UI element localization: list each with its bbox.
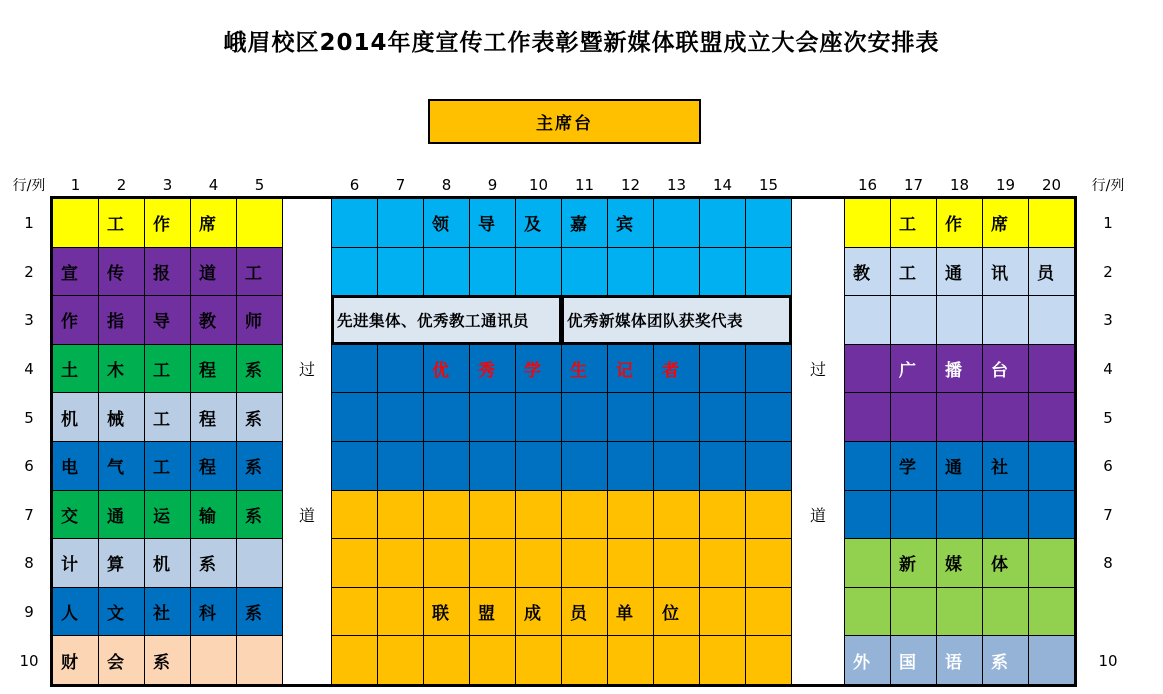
seat-cell[interactable]: 交 — [53, 491, 98, 539]
seat-cell[interactable] — [983, 491, 1028, 539]
seat-cell[interactable]: 人 — [53, 588, 98, 636]
seat-cell[interactable] — [424, 393, 469, 441]
seat-cell[interactable]: 播 — [937, 345, 982, 393]
column-header: 6 — [349, 176, 360, 194]
seat-cell[interactable]: 道 — [191, 248, 236, 296]
seat-cell[interactable]: 及 — [516, 199, 561, 247]
seat-cell[interactable]: 系 — [191, 539, 236, 587]
row-header: 5 — [1103, 408, 1113, 427]
seat-cell[interactable]: 记 — [608, 345, 653, 393]
seat-cell[interactable]: 联 — [424, 588, 469, 636]
seat-cell[interactable]: 木 — [99, 345, 144, 393]
seat-cell[interactable] — [891, 393, 936, 441]
seat-cell[interactable]: 械 — [99, 393, 144, 441]
seat-cell[interactable]: 指 — [99, 296, 144, 344]
seat-cell[interactable] — [378, 248, 423, 296]
column-header: 7 — [395, 176, 406, 194]
column-header: 11 — [574, 176, 595, 194]
seat-cell[interactable] — [845, 345, 890, 393]
seat-cell[interactable]: 语 — [937, 636, 982, 684]
seat-cell[interactable] — [378, 588, 423, 636]
seat-cell[interactable]: 教 — [845, 248, 890, 296]
row-header: 6 — [24, 457, 34, 476]
seat-cell[interactable]: 系 — [237, 393, 282, 441]
seat-cell[interactable]: 工 — [99, 199, 144, 247]
seat-cell[interactable] — [891, 491, 936, 539]
seat-cell[interactable]: 外 — [845, 636, 890, 684]
seat-cell[interactable]: 优 — [424, 345, 469, 393]
row-labels-left — [8, 174, 50, 687]
seat-cell[interactable] — [237, 539, 282, 587]
seat-cell[interactable] — [470, 393, 515, 441]
row-header: 2 — [24, 262, 34, 281]
corner-label-right: 行/列 — [1091, 178, 1125, 194]
seat-cell[interactable] — [470, 636, 515, 684]
seat-cell[interactable] — [332, 248, 377, 296]
seat-cell[interactable]: 员 — [1029, 248, 1074, 296]
seat-cell[interactable] — [654, 539, 699, 587]
row-header: 8 — [1103, 554, 1113, 573]
seat-cell[interactable] — [700, 491, 745, 539]
column-header: 10 — [528, 176, 549, 194]
seat-cell[interactable]: 通 — [937, 442, 982, 490]
seat-cell[interactable]: 程 — [191, 393, 236, 441]
row-header: 2 — [1103, 262, 1113, 281]
seat-cell[interactable]: 讯 — [983, 248, 1028, 296]
seat-cell[interactable] — [891, 588, 936, 636]
seat-cell[interactable] — [378, 393, 423, 441]
seat-cell[interactable]: 席 — [983, 199, 1028, 247]
seat-cell[interactable]: 文 — [99, 588, 144, 636]
seat-grid — [50, 196, 1077, 687]
seat-cell[interactable] — [516, 248, 561, 296]
seat-cell[interactable] — [983, 393, 1028, 441]
row-header: 9 — [24, 603, 34, 622]
seat-cell[interactable] — [378, 539, 423, 587]
seat-cell[interactable]: 通 — [99, 491, 144, 539]
seat-cell[interactable] — [378, 442, 423, 490]
seat-cell[interactable] — [608, 248, 653, 296]
seat-cell[interactable]: 国 — [891, 636, 936, 684]
column-header: 20 — [1041, 176, 1062, 194]
seat-cell[interactable] — [424, 636, 469, 684]
seat-cell[interactable] — [845, 393, 890, 441]
column-header: 18 — [949, 176, 970, 194]
seat-cell[interactable] — [562, 393, 607, 441]
award-merged-cell[interactable]: 先进集体、优秀教工通讯员 — [332, 296, 561, 344]
seat-cell[interactable] — [700, 636, 745, 684]
seat-cell[interactable] — [1029, 199, 1074, 247]
seat-cell[interactable]: 工 — [145, 442, 190, 490]
seat-cell[interactable] — [562, 539, 607, 587]
seat-cell[interactable] — [424, 442, 469, 490]
row-header — [1077, 588, 1139, 637]
seat-cell[interactable]: 作 — [53, 296, 98, 344]
seat-cell[interactable] — [378, 199, 423, 247]
seat-cell[interactable] — [516, 539, 561, 587]
row-header: 3 — [1103, 311, 1113, 330]
column-header: 1 — [70, 176, 81, 194]
seat-cell[interactable] — [562, 248, 607, 296]
aisle-right — [792, 199, 844, 684]
row-header: 5 — [24, 408, 34, 427]
page-title: 峨眉校区2014年度宣传工作表彰暨新媒体联盟成立大会座次安排表 — [223, 30, 940, 56]
seat-cell[interactable]: 导 — [145, 296, 190, 344]
seat-cell[interactable] — [378, 345, 423, 393]
seat-cell[interactable] — [700, 442, 745, 490]
seat-cell[interactable] — [516, 491, 561, 539]
seat-cell[interactable]: 单 — [608, 588, 653, 636]
seat-cell[interactable] — [608, 491, 653, 539]
seat-cell[interactable] — [654, 636, 699, 684]
column-header-row — [50, 174, 1077, 196]
seat-cell[interactable]: 工 — [237, 248, 282, 296]
seat-cell[interactable]: 位 — [654, 588, 699, 636]
column-header: 2 — [116, 176, 127, 194]
seat-cell[interactable]: 机 — [53, 393, 98, 441]
seat-cell[interactable] — [746, 491, 791, 539]
column-header: 15 — [758, 176, 779, 194]
seat-cell[interactable]: 员 — [562, 588, 607, 636]
seat-cell[interactable] — [378, 636, 423, 684]
row-header: 1 — [1103, 214, 1113, 233]
seat-cell[interactable]: 电 — [53, 442, 98, 490]
row-header: 10 — [1098, 651, 1118, 670]
seat-cell[interactable] — [845, 588, 890, 636]
column-header: 13 — [666, 176, 687, 194]
column-header: 19 — [995, 176, 1016, 194]
corner-label-left: 行/列 — [12, 178, 46, 194]
seat-cell[interactable] — [1029, 393, 1074, 441]
seat-cell[interactable]: 新 — [891, 539, 936, 587]
seat-cell[interactable]: 系 — [145, 636, 190, 684]
seat-cell[interactable] — [332, 636, 377, 684]
seat-cell[interactable] — [700, 199, 745, 247]
seat-cell[interactable]: 宣 — [53, 248, 98, 296]
seat-cell[interactable]: 运 — [145, 491, 190, 539]
seat-cell[interactable] — [470, 539, 515, 587]
row-header: 4 — [24, 360, 34, 379]
seat-cell[interactable] — [1029, 296, 1074, 344]
seat-cell[interactable]: 作 — [145, 199, 190, 247]
seat-cell[interactable]: 系 — [237, 442, 282, 490]
seat-cell[interactable]: 工 — [145, 345, 190, 393]
seat-cell[interactable] — [937, 393, 982, 441]
seat-cell[interactable] — [608, 442, 653, 490]
row-labels-right — [1077, 174, 1139, 687]
row-header: 8 — [24, 554, 34, 573]
seat-cell[interactable]: 传 — [99, 248, 144, 296]
column-header: 3 — [162, 176, 173, 194]
seat-cell[interactable] — [845, 442, 890, 490]
seat-cell[interactable] — [608, 393, 653, 441]
seat-cell[interactable]: 工 — [891, 248, 936, 296]
seat-cell[interactable] — [332, 442, 377, 490]
seat-cell[interactable] — [378, 491, 423, 539]
seat-cell[interactable] — [700, 588, 745, 636]
row-header: 6 — [1103, 457, 1113, 476]
seat-cell[interactable]: 社 — [145, 588, 190, 636]
seat-cell[interactable]: 机 — [145, 539, 190, 587]
seat-cell[interactable]: 体 — [983, 539, 1028, 587]
seat-cell[interactable]: 工 — [145, 393, 190, 441]
seat-cell[interactable]: 宾 — [608, 199, 653, 247]
row-header: 3 — [24, 311, 34, 330]
award-merged-cell[interactable]: 优秀新媒体团队获奖代表 — [562, 296, 791, 344]
seat-cell[interactable] — [1029, 539, 1074, 587]
column-header: 12 — [620, 176, 641, 194]
seat-cell[interactable] — [700, 248, 745, 296]
seat-cell[interactable] — [983, 296, 1028, 344]
seat-cell[interactable]: 者 — [654, 345, 699, 393]
seat-cell[interactable]: 席 — [191, 199, 236, 247]
podium-cell[interactable]: 主席台 — [428, 99, 701, 144]
seat-cell[interactable] — [1029, 345, 1074, 393]
seat-cell[interactable] — [424, 539, 469, 587]
seat-cell[interactable]: 气 — [99, 442, 144, 490]
seat-cell[interactable]: 台 — [983, 345, 1028, 393]
seat-cell[interactable]: 通 — [937, 248, 982, 296]
seating-board — [8, 174, 1139, 687]
seat-cell[interactable] — [332, 491, 377, 539]
seat-cell[interactable] — [562, 491, 607, 539]
seat-cell[interactable]: 算 — [99, 539, 144, 587]
seat-cell[interactable]: 程 — [191, 442, 236, 490]
seat-cell[interactable]: 学 — [891, 442, 936, 490]
seat-cell[interactable] — [937, 491, 982, 539]
seat-cell[interactable] — [746, 248, 791, 296]
seat-cell[interactable] — [1029, 442, 1074, 490]
seat-cell[interactable] — [470, 491, 515, 539]
seat-cell[interactable]: 计 — [53, 539, 98, 587]
row-header: 10 — [19, 651, 39, 670]
seat-cell[interactable]: 报 — [145, 248, 190, 296]
seat-cell[interactable]: 媒 — [937, 539, 982, 587]
seat-cell[interactable] — [845, 491, 890, 539]
seat-cell[interactable] — [700, 345, 745, 393]
seat-cell[interactable]: 导 — [470, 199, 515, 247]
seat-cell[interactable] — [470, 442, 515, 490]
seat-cell[interactable] — [983, 588, 1028, 636]
seat-cell[interactable] — [332, 393, 377, 441]
seat-cell[interactable] — [237, 199, 282, 247]
seat-cell[interactable] — [191, 636, 236, 684]
aisle-label: 道 — [298, 505, 315, 525]
seat-cell[interactable] — [937, 588, 982, 636]
seat-cell[interactable]: 秀 — [470, 345, 515, 393]
seat-cell[interactable] — [424, 491, 469, 539]
seat-cell[interactable] — [700, 393, 745, 441]
aisle-label: 过 — [298, 360, 315, 380]
column-header: 9 — [487, 176, 498, 194]
seat-cell[interactable]: 系 — [237, 345, 282, 393]
seat-cell[interactable] — [654, 199, 699, 247]
seat-cell[interactable] — [516, 442, 561, 490]
seat-cell[interactable]: 会 — [99, 636, 144, 684]
seat-cell[interactable]: 财 — [53, 636, 98, 684]
row-header: 1 — [24, 214, 34, 233]
column-header: 8 — [441, 176, 452, 194]
seat-cell[interactable]: 系 — [983, 636, 1028, 684]
column-header: 14 — [712, 176, 733, 194]
seat-cell[interactable] — [700, 539, 745, 587]
seat-cell[interactable] — [845, 199, 890, 247]
seat-cell[interactable] — [562, 442, 607, 490]
seat-cell[interactable] — [937, 296, 982, 344]
seat-cell[interactable] — [1029, 491, 1074, 539]
seat-cell[interactable] — [891, 296, 936, 344]
seat-cell[interactable]: 生 — [562, 345, 607, 393]
seat-cell[interactable]: 成 — [516, 588, 561, 636]
seat-cell[interactable]: 输 — [191, 491, 236, 539]
seat-cell[interactable]: 学 — [516, 345, 561, 393]
seat-cell[interactable] — [562, 636, 607, 684]
column-header: 4 — [208, 176, 219, 194]
seat-cell[interactable] — [1029, 588, 1074, 636]
seat-cell[interactable] — [654, 442, 699, 490]
aisle-label: 过 — [809, 360, 826, 380]
column-header: 16 — [857, 176, 878, 194]
seat-cell[interactable]: 教 — [191, 296, 236, 344]
seat-cell[interactable]: 程 — [191, 345, 236, 393]
seat-cell[interactable] — [332, 588, 377, 636]
row-header: 7 — [1103, 505, 1113, 524]
seat-cell[interactable]: 科 — [191, 588, 236, 636]
seat-cell[interactable]: 师 — [237, 296, 282, 344]
seat-cell[interactable] — [845, 539, 890, 587]
seat-cell[interactable] — [332, 539, 377, 587]
seat-cell[interactable] — [332, 345, 377, 393]
seat-cell[interactable] — [424, 248, 469, 296]
seat-cell[interactable] — [516, 393, 561, 441]
seat-cell[interactable] — [608, 636, 653, 684]
seat-cell[interactable] — [654, 248, 699, 296]
seat-cell[interactable] — [654, 393, 699, 441]
seat-cell[interactable]: 嘉 — [562, 199, 607, 247]
seat-cell[interactable] — [654, 491, 699, 539]
seat-cell[interactable] — [53, 199, 98, 247]
seat-cell[interactable]: 系 — [237, 588, 282, 636]
seat-cell[interactable] — [746, 442, 791, 490]
seat-cell[interactable] — [237, 636, 282, 684]
aisle-left — [283, 199, 331, 684]
aisle-label: 道 — [809, 505, 826, 525]
seat-cell[interactable] — [516, 636, 561, 684]
seat-cell[interactable]: 土 — [53, 345, 98, 393]
seat-cell[interactable] — [746, 636, 791, 684]
seat-cell[interactable] — [608, 539, 653, 587]
seat-cell[interactable] — [1029, 636, 1074, 684]
seat-cell[interactable] — [746, 539, 791, 587]
seat-cell[interactable]: 盟 — [470, 588, 515, 636]
seat-cell[interactable]: 广 — [891, 345, 936, 393]
seat-cell[interactable]: 作 — [937, 199, 982, 247]
seat-cell[interactable]: 社 — [983, 442, 1028, 490]
seat-cell[interactable] — [470, 248, 515, 296]
seat-cell[interactable] — [746, 345, 791, 393]
seat-cell[interactable] — [332, 199, 377, 247]
seat-cell[interactable] — [845, 296, 890, 344]
seat-cell[interactable]: 领 — [424, 199, 469, 247]
seat-cell[interactable]: 系 — [237, 491, 282, 539]
column-header: 5 — [254, 176, 265, 194]
seat-cell[interactable] — [746, 393, 791, 441]
row-header: 7 — [24, 505, 34, 524]
seat-cell[interactable] — [746, 588, 791, 636]
row-header: 4 — [1103, 360, 1113, 379]
seat-cell[interactable] — [746, 199, 791, 247]
seat-cell[interactable]: 工 — [891, 199, 936, 247]
column-header: 17 — [903, 176, 924, 194]
